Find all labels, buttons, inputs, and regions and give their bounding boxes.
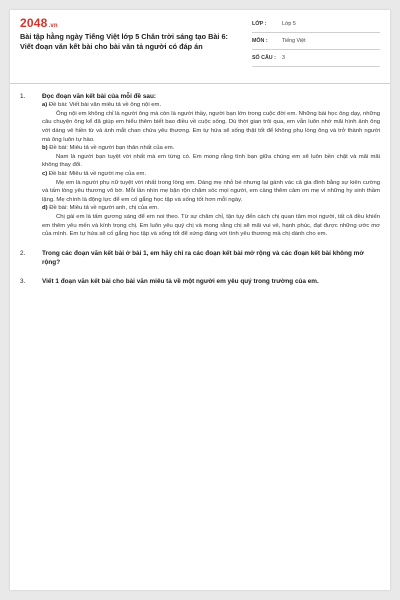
part-prompt-text: Đề bài: Viết bài văn miêu tả về ông nội em. [48, 102, 162, 109]
meta-table [252, 16, 380, 67]
part-answer: Nam là người bạn tuyệt vời nhất mà em từng có. Em mong rằng tình bạn giữa chúng em sẽ luôn bền chặt và mãi mãi không thay đổi. [42, 153, 380, 169]
logo-tld: .vn [48, 23, 58, 29]
part-label: d) [42, 205, 48, 212]
question-body [42, 277, 380, 286]
logo-text: 2048 [20, 16, 48, 30]
question-3 [20, 277, 380, 286]
question-body [42, 92, 380, 239]
part-prompt [42, 204, 380, 213]
meta-value: Lớp 5 [282, 21, 296, 27]
header-divider [10, 83, 390, 84]
meta-value: 3 [282, 55, 285, 61]
site-logo[interactable] [20, 16, 58, 30]
part-answer: Ông nội em không chỉ là người ông mà còn là người thầy, người bạn lớn trong cuộc đời em. Những bài học ông dạy, những câu chuyện ông kể đã giúp em hiểu thêm biết bao điều về cuộc sống. Dù thời gian trôi qua, em vẫn luôn nhớ mãi hình ảnh ông với dáng vẻ hiền từ và ánh mắt chan chứa yêu thương. Em tự hứa sẽ sống thật tốt để không phụ lòng ông và trở thành người mà ông luôn tự hào. [42, 110, 380, 143]
document-header [10, 10, 390, 80]
part-label: a) [42, 102, 48, 109]
part-prompt-text: Đề bài: Miêu tả về người mẹ của em. [48, 170, 147, 177]
meta-label: SỐ CÂU : [252, 55, 276, 61]
question-number: 1. [20, 93, 26, 100]
part-label: b) [42, 145, 48, 152]
question-list [20, 92, 380, 296]
part-prompt [42, 170, 380, 179]
document-title: Bài tập hằng ngày Tiếng Việt lớp 5 Chân trời sáng tạo Bài 6: Viết đoạn văn kết bài cho bài văn tả người có đáp án [20, 32, 228, 51]
part-prompt [42, 101, 380, 110]
meta-row-grade [252, 16, 380, 33]
part-prompt-text: Đề bài: Miêu tả về người anh, chị của em. [49, 205, 159, 212]
question-title: Đọc đoạn văn kết bài của mỗi đề sau: [42, 93, 156, 100]
part-answer: Mẹ em là người phụ nữ tuyệt vời nhất trong lòng em. Dáng mẹ nhỏ bé nhưng lại gánh vác cả gia đình bằng sự kiên cường và tấm lòng yêu thương vô bờ. Mỗi lần nhìn mẹ bận rộn chăm sóc mọi người, em càng thêm cảm ơn mẹ vì những hy sinh thầm lặng. Mẹ chính là động lực để em cố gắng học tập và sống tốt hơn mỗi ngày. [42, 179, 380, 203]
meta-row-subject [252, 33, 380, 50]
part-answer: Chị gái em là tấm gương sáng để em noi theo. Từ sự chăm chỉ, tận tụy đến cách chị quan tâm mọi người, tất cả đều khiến em thêm yêu mến và kính trọng chị. Em luôn yêu quý chị và mong rằng chị sẽ mãi vui vẻ, hạnh phúc, đạt được những ước mơ của mình. Em tự hứa sẽ cố gắng học tập và sống tốt để xứng đáng với tình yêu thương mà chị dành cho em. [42, 213, 380, 238]
question-body [42, 249, 380, 267]
part-prompt-text: Đề bài: Miêu tả về người bạn thân nhất của em. [49, 145, 175, 152]
document-page [10, 10, 390, 590]
meta-label: MÔN : [252, 38, 268, 44]
part-prompt [42, 144, 380, 153]
question-1 [20, 92, 380, 239]
meta-label: LỚP : [252, 21, 267, 27]
question-title: Viết 1 đoạn văn kết bài cho bài văn miêu tả về một người em yêu quý trong trường của em. [42, 278, 319, 286]
meta-value: Tiếng Việt [282, 38, 306, 44]
question-2 [20, 249, 380, 267]
meta-row-count [252, 50, 380, 67]
question-title: Trong các đoạn văn kết bài ở bài 1, em hãy chỉ ra các đoạn kết bài mở rộng và các đoạn kết bài không mở rộng? [42, 249, 364, 266]
question-number: 3. [20, 278, 26, 286]
question-number: 2. [20, 249, 26, 257]
part-label: c) [42, 170, 48, 177]
